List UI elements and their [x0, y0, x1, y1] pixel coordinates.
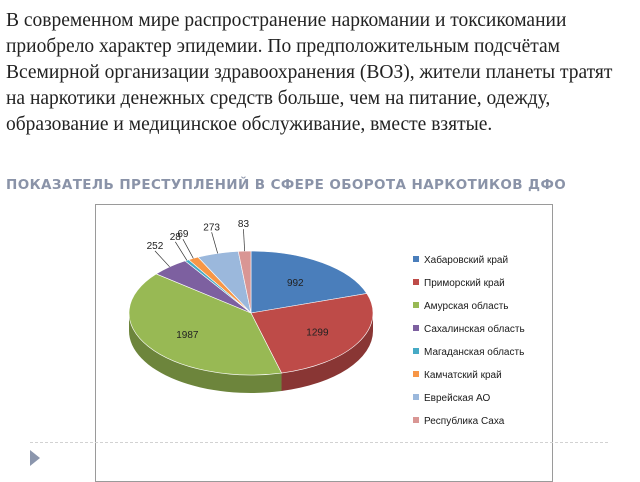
- data-label-1: 992: [286, 277, 304, 289]
- data-label-5: 28: [169, 231, 181, 243]
- legend-item: [413, 278, 525, 301]
- pie-chart: [95, 204, 553, 482]
- chart-legend: [413, 255, 525, 439]
- legend-label: Еврейская АО: [424, 393, 491, 404]
- legend-label: Хабаровский край: [424, 255, 509, 266]
- legend-item: [413, 347, 525, 370]
- legend-swatch: [413, 279, 419, 285]
- legend-swatch: [413, 325, 419, 331]
- legend-label: Магаданская область: [424, 347, 525, 358]
- leader-line-8: [243, 229, 244, 251]
- legend-label: Республика Саха: [424, 416, 505, 427]
- legend-label: Камчатский край: [424, 370, 502, 381]
- leader-line-6: [183, 239, 193, 258]
- legend-swatch: [413, 302, 419, 308]
- data-label-7: 273: [203, 222, 220, 234]
- legend-swatch: [413, 417, 419, 423]
- intro-paragraph: В современном мире распространение наркомании и токсикомании приобрело характер эпидемии. По предположительным подсчётам Всемирной организации здравоохранения (ВОЗ), жители планеты тратят на наркотики денежных средств больше, чем на питание, одежду, образование и медицинское обслуживание, вместе взятые.: [6, 10, 613, 135]
- leader-line-7: [212, 232, 218, 253]
- legend-swatch: [413, 371, 419, 377]
- legend-swatch: [413, 394, 419, 400]
- legend-item: [413, 393, 525, 416]
- data-label-4: 252: [146, 240, 164, 252]
- legend-label: Сахалинская область: [424, 324, 525, 335]
- triangle-right-icon[interactable]: [30, 450, 40, 466]
- legend-swatch: [413, 256, 419, 262]
- legend-item: [413, 324, 525, 347]
- leader-line-5: [175, 242, 187, 260]
- legend-item: [413, 416, 525, 439]
- divider: [30, 442, 608, 443]
- legend-swatch: [413, 348, 419, 354]
- legend-item: [413, 301, 525, 324]
- data-label-3: 1987: [176, 329, 199, 341]
- legend-label: Приморский край: [424, 278, 505, 289]
- data-label-2: 1299: [306, 327, 329, 339]
- data-label-8: 83: [237, 219, 250, 231]
- legend-label: Амурская область: [424, 301, 509, 312]
- section-heading: ПОКАЗАТЕЛЬ ПРЕСТУПЛЕНИЙ В СФЕРЕ ОБОРОТА НАРКОТИКОВ ДФО: [6, 177, 567, 193]
- legend-item: [413, 370, 525, 393]
- data-label-6: 69: [177, 229, 189, 241]
- legend-item: [413, 255, 525, 278]
- leader-line-4: [155, 251, 170, 267]
